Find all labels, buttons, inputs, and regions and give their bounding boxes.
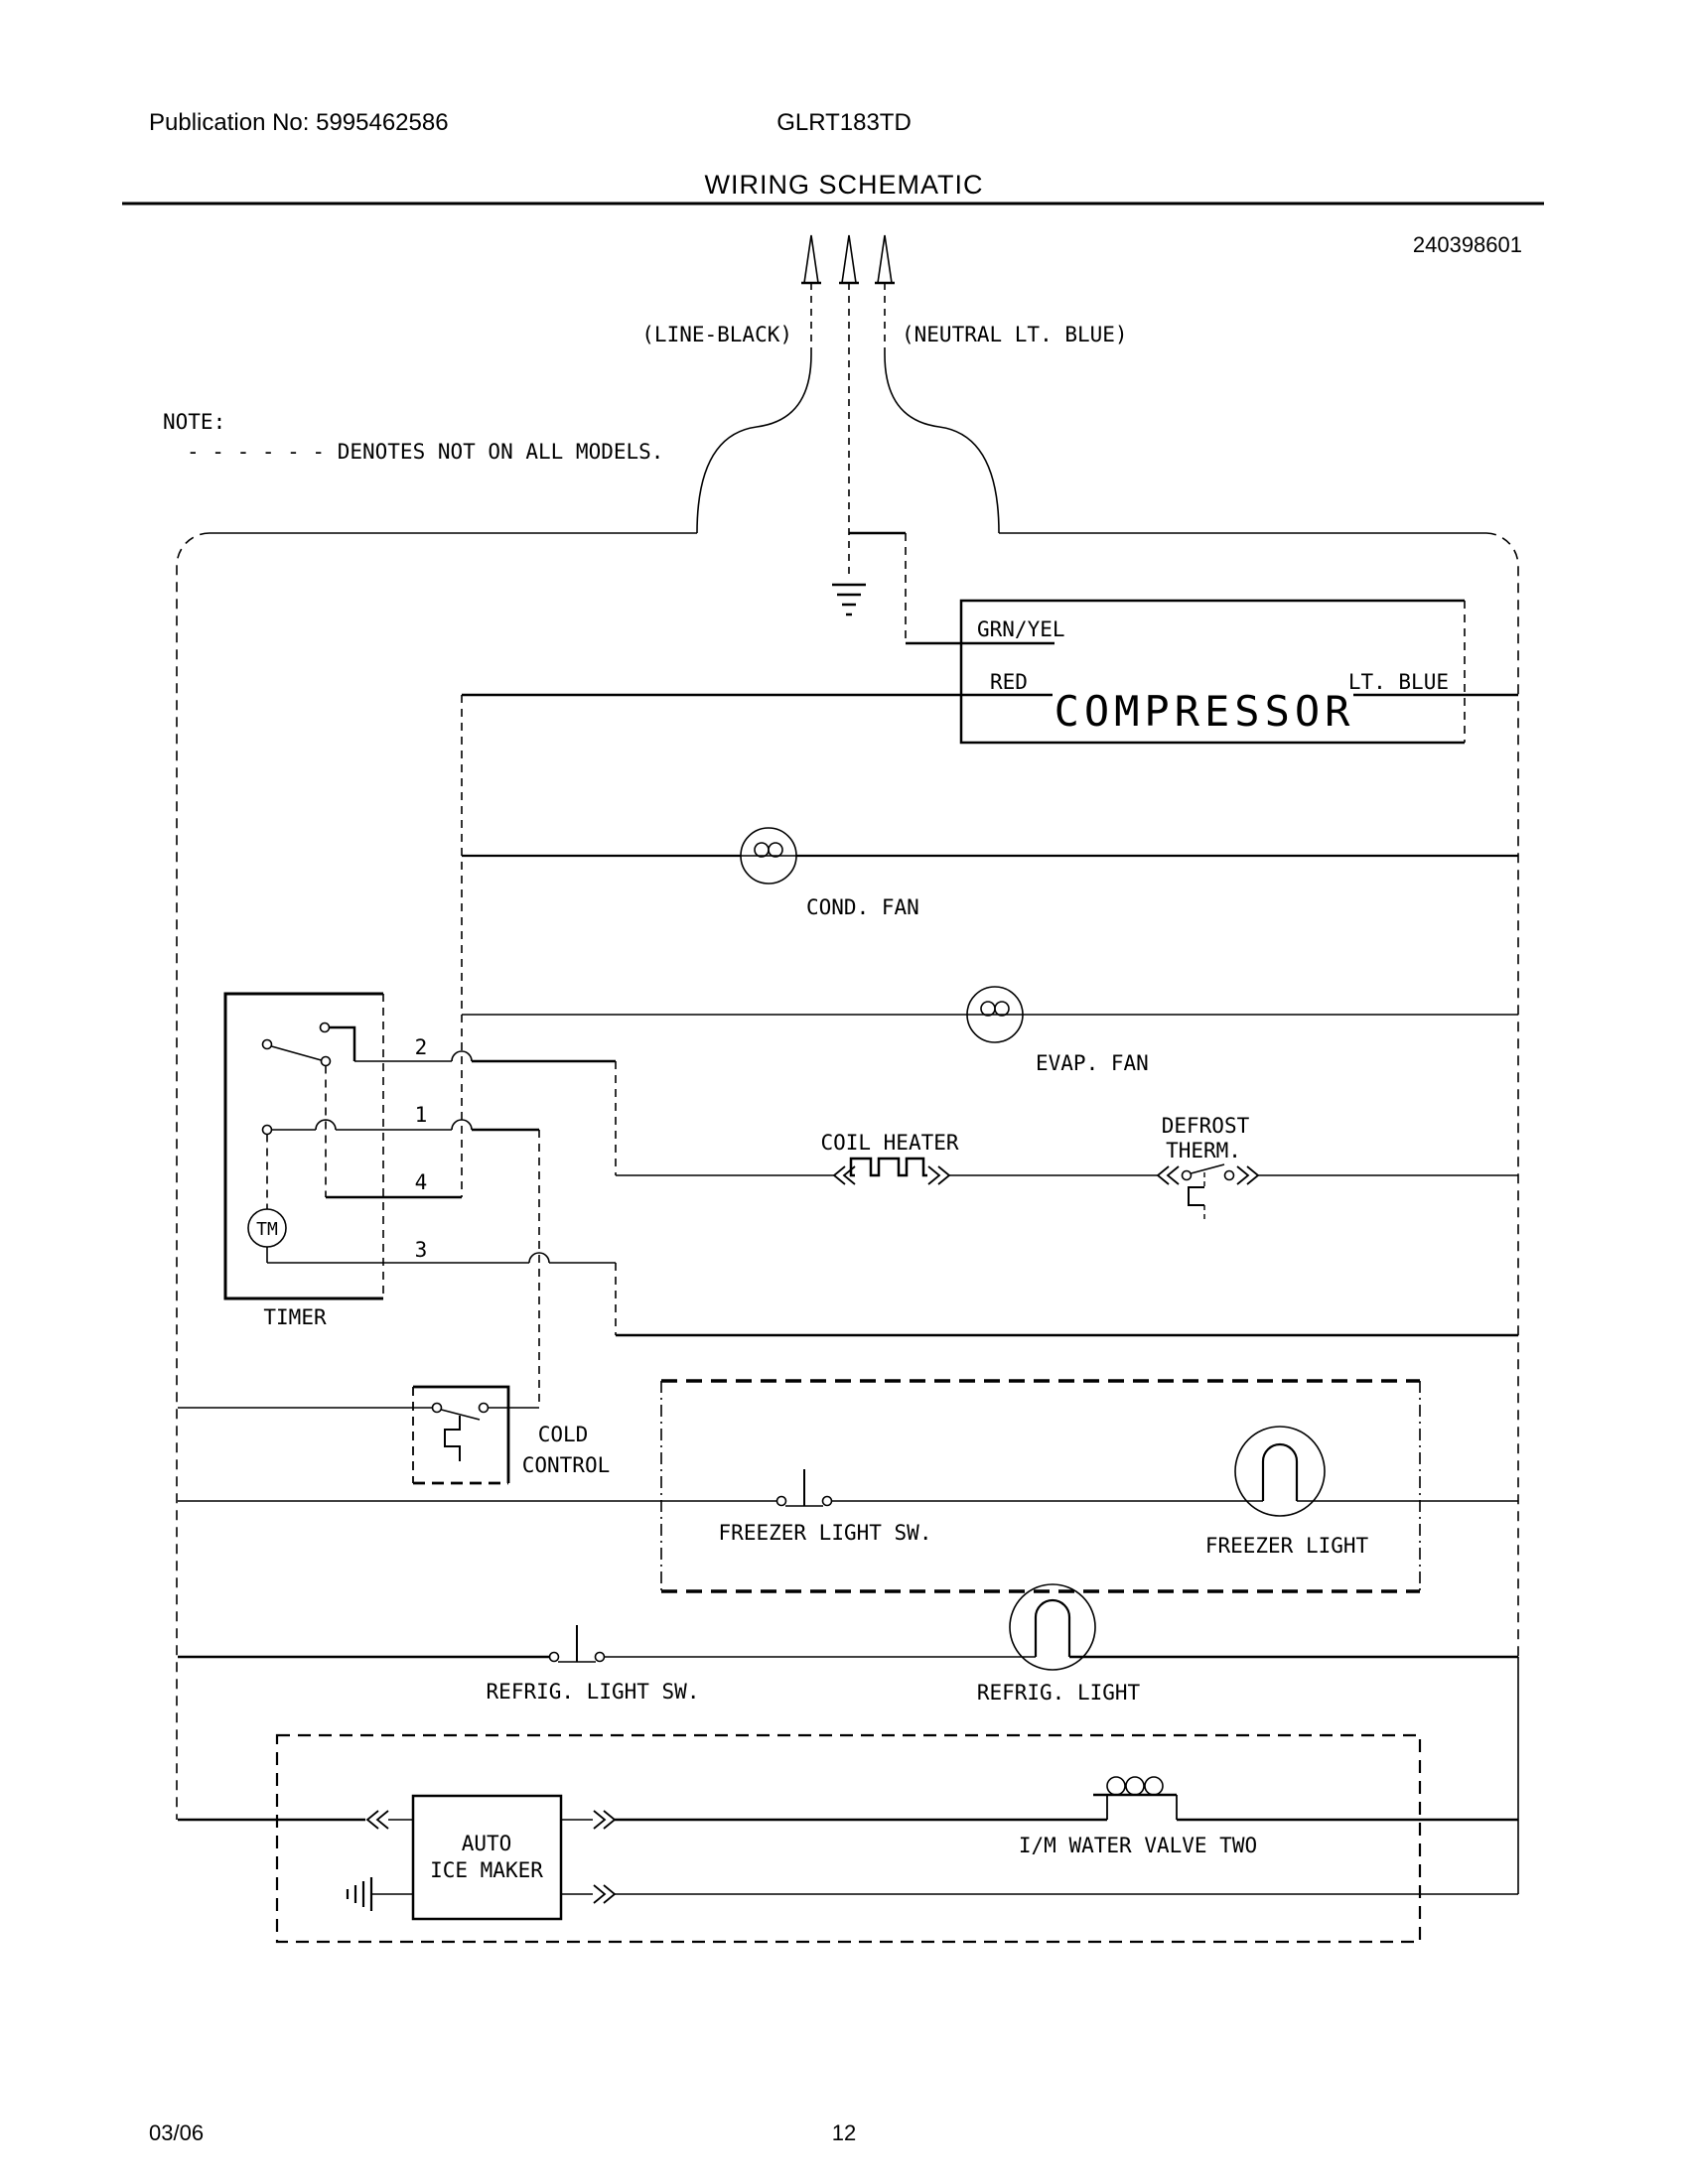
timer-box	[225, 994, 383, 1298]
freezer-compartment-box	[661, 1381, 1420, 1591]
note-dashed-meaning: - - - - - - DENOTES NOT ON ALL MODELS.	[187, 440, 664, 464]
cold-control-contact-icon	[433, 1404, 442, 1413]
supply-entry	[641, 235, 1127, 614]
timer-terminal-3: 3	[414, 1238, 428, 1262]
cold-control-box	[413, 1387, 508, 1483]
cold-control	[178, 1387, 610, 1483]
timer-wiper	[272, 1046, 322, 1060]
line-rail-left	[177, 533, 210, 1820]
timer-motor-label: TM	[256, 1219, 278, 1240]
therm-wiper	[1192, 1164, 1225, 1173]
compressor-grn-yel-label: GRN/YEL	[977, 617, 1065, 641]
cold-control-label-2: CONTROL	[521, 1453, 611, 1477]
ground-arrow-icon	[839, 235, 859, 579]
ice-maker-circuit	[178, 1777, 1518, 1919]
evap-fan-motor-icon	[967, 987, 1023, 1042]
freezer-light-switch-icon	[777, 1469, 832, 1506]
cond-fan-motor-icon	[741, 828, 796, 884]
cond-fan-label: COND. FAN	[806, 895, 919, 919]
therm-contact-icon	[1183, 1171, 1192, 1180]
freezer-light-row	[178, 1427, 1518, 1558]
timer	[225, 994, 1518, 1408]
timer-terminal-2: 2	[414, 1035, 428, 1059]
chassis-ground-icon	[348, 1877, 371, 1911]
refrig-light-sw-label: REFRIG. LIGHT SW.	[486, 1680, 700, 1704]
compressor	[462, 601, 1518, 743]
evap-fan-label: EVAP. FAN	[1036, 1051, 1149, 1075]
footer-page-number: 12	[831, 2120, 857, 2145]
timer-wiper-tip-icon	[322, 1057, 331, 1066]
evap-fan-row	[462, 987, 1518, 1075]
compressor-red-label: RED	[990, 670, 1028, 694]
defrost-therm-label-1: DEFROST	[1161, 1114, 1250, 1138]
refrig-light-row	[178, 1584, 1518, 1705]
earth-ground-icon	[832, 585, 866, 614]
note-label: NOTE:	[163, 410, 226, 434]
timer-terminal-1: 1	[414, 1103, 428, 1127]
cond-fan-row	[462, 828, 1518, 919]
timer-contact-1-icon	[263, 1126, 272, 1135]
timer-contact-2-icon	[321, 1024, 330, 1032]
outline-rails	[177, 533, 1518, 1894]
page-title: WIRING SCHEMATIC	[704, 170, 984, 200]
defrost-therm	[1158, 1114, 1258, 1219]
connector-left-icon	[367, 1811, 388, 1829]
model-number: GLRT183TD	[776, 109, 912, 136]
coil-heater-label: COIL HEATER	[820, 1131, 959, 1155]
cold-control-bellows-icon	[445, 1416, 460, 1461]
cold-control-contact-icon	[480, 1404, 489, 1413]
timer-terminal-4: 4	[414, 1170, 428, 1194]
water-valve-coil-icon	[1093, 1777, 1177, 1820]
neutral-label: (NEUTRAL LT. BLUE)	[902, 323, 1128, 346]
water-valve-label: I/M WATER VALVE TWO	[1018, 1834, 1258, 1857]
refrig-light-label: REFRIG. LIGHT	[976, 1681, 1141, 1705]
neutral-rail-upper	[1486, 533, 1518, 1657]
defrost-therm-label-2: THERM.	[1166, 1139, 1241, 1162]
connector-right-icon	[1237, 1166, 1258, 1184]
page-footer	[149, 2120, 856, 2145]
freezer-light-sw-label: FREEZER LIGHT SW.	[718, 1521, 932, 1545]
ice-maker-box	[413, 1796, 561, 1919]
timer-label: TIMER	[263, 1305, 327, 1329]
defrost-heater-row	[616, 1114, 1518, 1219]
cold-control-label-1: COLD	[537, 1423, 589, 1446]
footer-date: 03/06	[149, 2120, 205, 2145]
compressor-lt-blue-label: LT. BLUE	[1347, 670, 1449, 694]
connector-right-icon	[928, 1166, 949, 1184]
freezer-light-lamp-icon	[1235, 1427, 1325, 1516]
therm-contact-icon	[1225, 1171, 1234, 1180]
refrig-light-switch-icon	[550, 1625, 605, 1662]
line-label: (LINE-BLACK)	[641, 323, 792, 346]
note-block	[163, 410, 663, 464]
coil-heater-icon	[851, 1159, 927, 1175]
neutral-arrow-icon	[875, 235, 999, 533]
connector-left-icon	[1158, 1166, 1179, 1184]
connector-right-icon	[594, 1811, 615, 1829]
publication-number: Publication No: 5995462586	[149, 109, 449, 136]
page-header	[122, 109, 1544, 257]
timer-wiper-pivot-icon	[263, 1040, 272, 1049]
ice-maker-label-1: AUTO	[461, 1832, 512, 1855]
compressor-label: COMPRESSOR	[1054, 687, 1355, 736]
line-arrow-icon	[697, 235, 821, 533]
ice-maker-label-2: ICE MAKER	[430, 1858, 543, 1882]
freezer-light-label: FREEZER LIGHT	[1204, 1534, 1369, 1558]
part-number: 240398601	[1412, 232, 1522, 257]
connector-right-icon	[594, 1885, 615, 1903]
